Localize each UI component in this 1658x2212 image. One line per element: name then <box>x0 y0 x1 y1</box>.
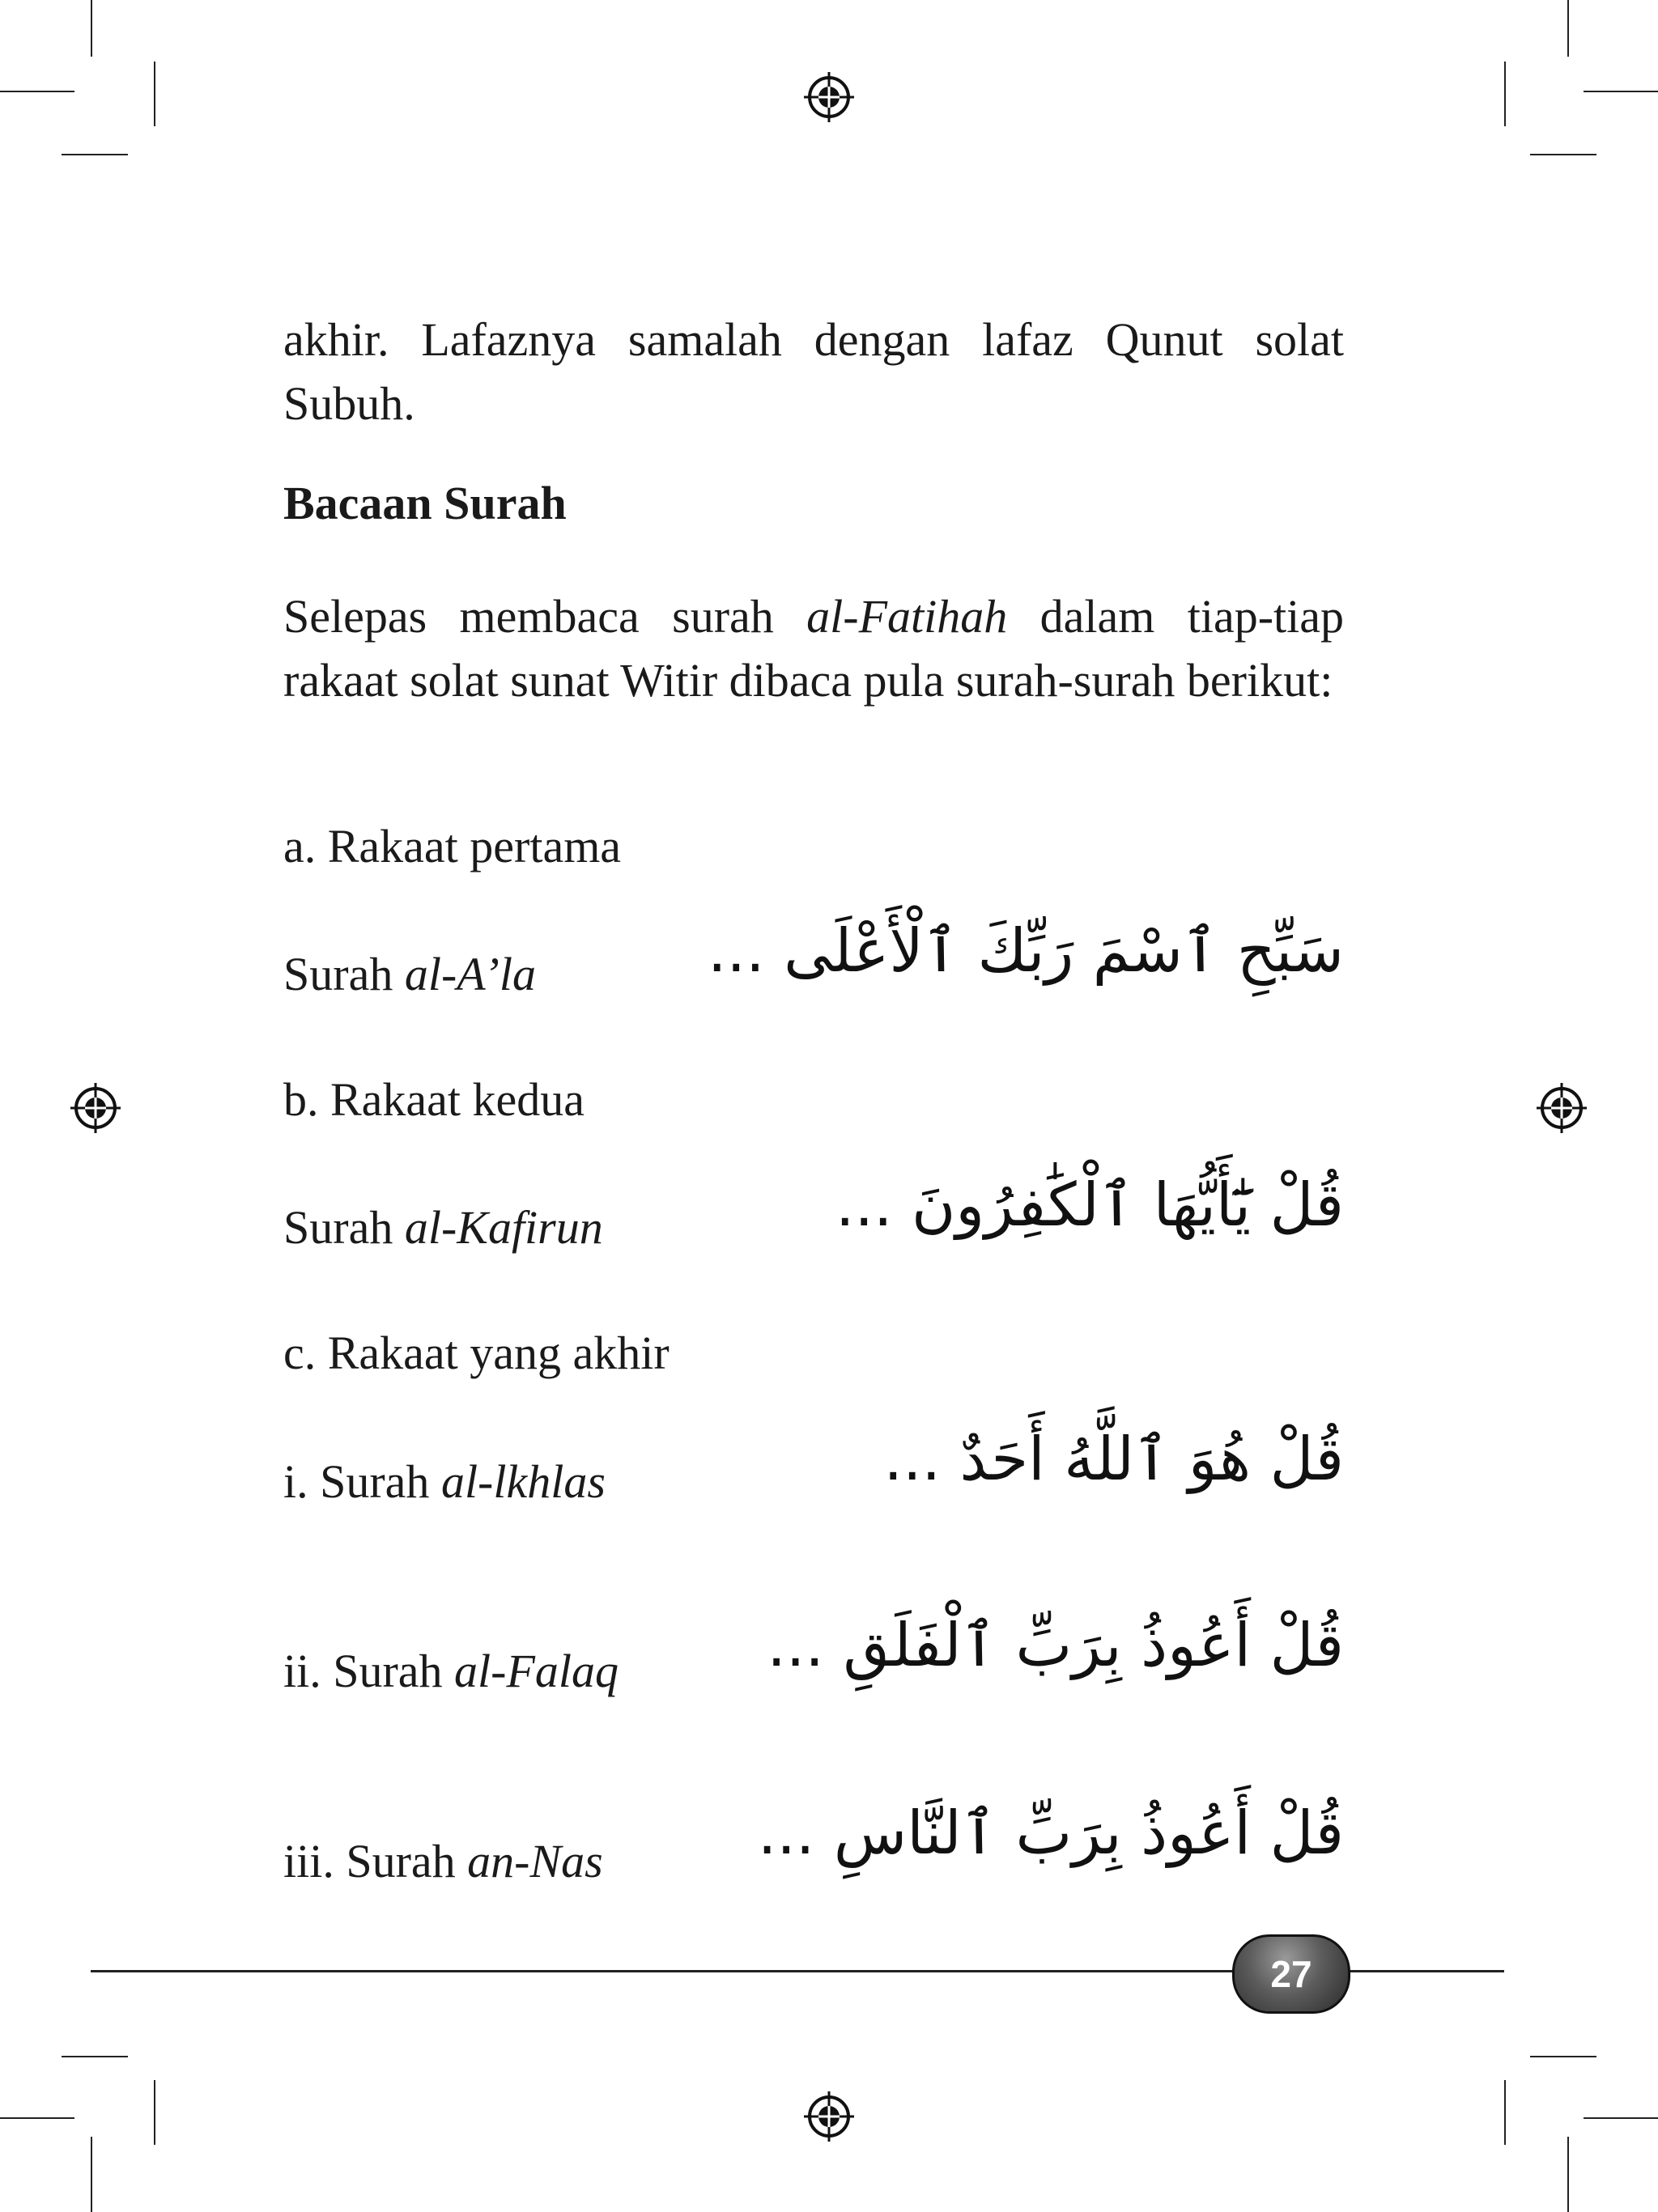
surah-name: al-Kafirun <box>404 1201 603 1254</box>
crop-mark <box>154 62 155 126</box>
crop-mark <box>0 91 74 92</box>
crop-mark <box>1584 2117 1658 2119</box>
crop-mark <box>1584 91 1658 92</box>
crop-mark <box>1504 2080 1506 2145</box>
surah-label <box>283 1200 603 1255</box>
arabic-verse: قُلْ هُوَ ٱللَّهُ أَحَدٌ ... <box>883 1424 1344 1494</box>
crop-mark <box>0 2117 74 2119</box>
body-text-suffix: dalam tiap-tiap rakaat solat sunat Witir dibaca pula surah-surah berikut: <box>283 590 1344 707</box>
registration-mark-icon <box>804 72 854 122</box>
surah-name-fatihah: al-Fatihah <box>806 590 1008 643</box>
crop-mark <box>1530 154 1596 155</box>
section-heading: Bacaan Surah <box>283 477 567 529</box>
crop-mark <box>62 2056 128 2057</box>
crop-mark <box>91 2137 92 2212</box>
section-label-rakaat-pertama: a. Rakaat pertama <box>283 820 622 872</box>
surah-name: an-Nas <box>467 1835 603 1887</box>
surah-label <box>283 947 536 1001</box>
surah-label <box>283 1834 603 1888</box>
page-number-badge: 27 <box>1232 1934 1350 2014</box>
surah-label <box>283 1454 606 1509</box>
registration-mark-icon <box>70 1083 121 1133</box>
surah-name: al-Falaq <box>454 1645 619 1697</box>
arabic-verse: قُلْ يَٰٓأَيُّهَا ٱلْكَٰفِرُونَ ... <box>835 1170 1344 1240</box>
body-text-prefix: Selepas membaca surah <box>283 590 807 643</box>
surah-prefix: Surah <box>283 1201 405 1254</box>
crop-mark <box>91 0 92 57</box>
arabic-verse: سَبِّحِ ٱسْمَ رَبِّكَ ٱلْأَعْلَى ... <box>708 916 1344 986</box>
surah-prefix: Surah <box>283 948 405 1000</box>
surah-prefix: i. Surah <box>283 1455 441 1508</box>
registration-mark-icon <box>1537 1083 1587 1133</box>
surah-name: al-A’la <box>404 948 536 1000</box>
crop-mark <box>1504 62 1506 126</box>
surah-prefix: iii. Surah <box>283 1835 468 1887</box>
intro-paragraph: akhir. Lafaznya samalah dengan lafaz Qunut solat Subuh. <box>283 313 1344 430</box>
crop-mark <box>1530 2056 1596 2057</box>
surah-label <box>283 1644 619 1698</box>
section-label-rakaat-kedua: b. Rakaat kedua <box>283 1073 585 1126</box>
body-paragraph <box>283 584 1344 712</box>
arabic-verse: قُلْ أَعُوذُ بِرَبِّ ٱلْفَلَقِ ... <box>767 1611 1344 1680</box>
crop-mark <box>62 154 128 155</box>
surah-prefix: ii. Surah <box>283 1645 455 1697</box>
surah-name: al-lkhlas <box>440 1455 606 1508</box>
arabic-verse: قُلْ أَعُوذُ بِرَبِّ ٱلنَّاسِ ... <box>757 1798 1344 1868</box>
crop-mark <box>1567 2137 1569 2212</box>
crop-mark <box>154 2080 155 2145</box>
section-label-rakaat-akhir: c. Rakaat yang akhir <box>283 1327 670 1379</box>
crop-mark <box>1567 0 1569 57</box>
registration-mark-icon <box>804 2091 854 2142</box>
